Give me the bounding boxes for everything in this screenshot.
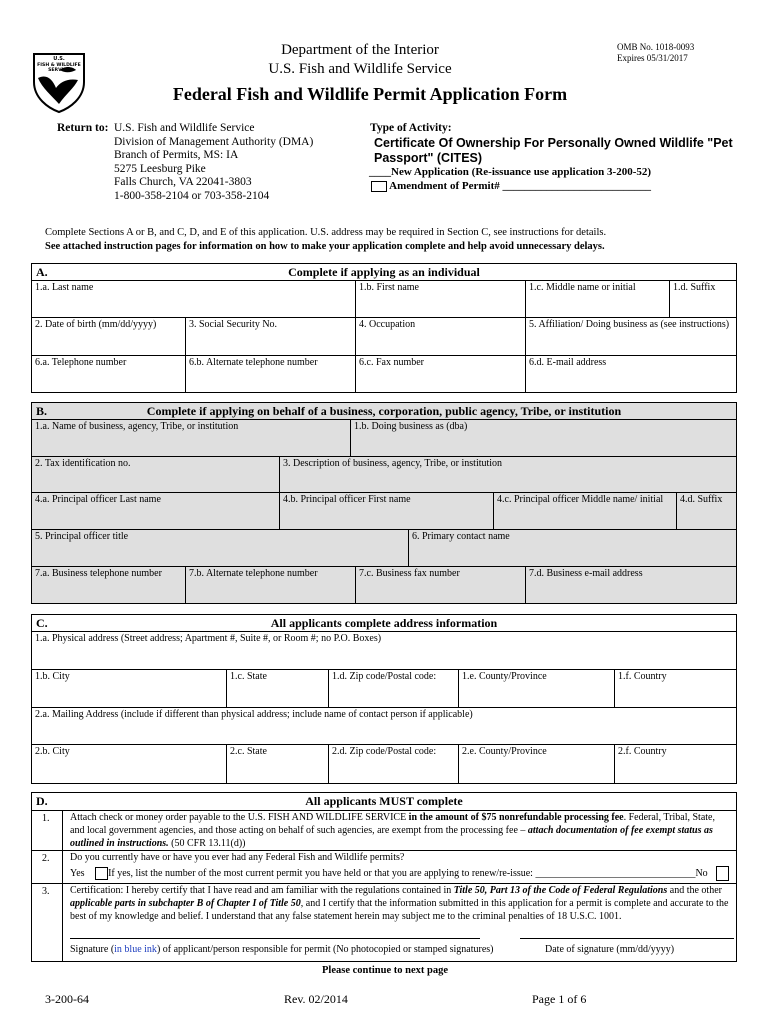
mailing-zip-field[interactable]: 2.d. Zip code/Postal code: (328, 745, 458, 783)
department-name: Department of the Interior (281, 42, 439, 58)
officer-suffix-field[interactable]: 4.d. Suffix (676, 493, 736, 529)
telephone-field[interactable]: 6.a. Telephone number (35, 357, 127, 368)
signature-text: Signature ( (70, 944, 115, 955)
expiration-date: Expires 05/31/2017 (617, 53, 688, 63)
section-letter: D. (36, 794, 48, 808)
certification-text: and the other (667, 885, 722, 896)
revision-date: Rev. 02/2014 (284, 992, 348, 1006)
svg-text:FISH & WILDLIFE: FISH & WILDLIFE (37, 63, 81, 68)
section-d-header (32, 793, 736, 811)
address-line: U.S. Fish and Wildlife Service (114, 122, 255, 134)
business-email-field[interactable]: 7.d. Business e-mail address (525, 567, 736, 603)
date-of-birth-field[interactable]: 2. Date of birth (mm/dd/yyyy) (35, 319, 157, 330)
section-letter: A. (36, 265, 48, 279)
mailing-state-field[interactable]: 2.c. State (226, 745, 328, 783)
mailing-county-field[interactable]: 2.e. County/Province (458, 745, 614, 783)
fee-exempt-emphasis: attach documentation of fee exempt status as (527, 825, 713, 836)
form-row (32, 419, 736, 456)
fee-text: . Federal, Tribal, State, (623, 812, 715, 823)
form-row (32, 492, 736, 529)
no-label: No (695, 867, 708, 879)
form-row (32, 529, 736, 566)
affiliation-field[interactable]: 5. Affiliation/ Doing business as (see instructions) (525, 318, 736, 355)
section-a-header (32, 264, 736, 280)
form-row (32, 280, 736, 317)
section-a (31, 263, 737, 393)
form-title: Federal Fish and Wildlife Permit Application Form (172, 84, 568, 104)
regulation-reference: applicable parts in subchapter B of Chapter I of Title 50 (70, 898, 301, 909)
certification-text: Certification: I hereby certify that I have read and am familiar with the regulations contained in (70, 885, 454, 896)
address-line: 1-800-358-2104 or 703-358-2104 (114, 189, 270, 202)
signature-text: ) of applicant/person responsible for permit (No photocopied or stamped signatures) (156, 944, 494, 955)
signature-line[interactable] (70, 938, 480, 939)
primary-contact-field[interactable]: 6. Primary contact name (408, 530, 736, 566)
yes-checkbox[interactable] (95, 867, 108, 880)
section-letter: C. (36, 616, 48, 630)
form-row (32, 566, 736, 603)
fee-amount: in the amount of $75 nonrefundable processing fee (408, 812, 624, 823)
permit-number-prompt[interactable]: If yes, list the number of the most current permit you have held or that you are applying to renew/re-issue: ________________________________ (108, 867, 696, 879)
signature-date-label: Date of signature (mm/dd/yyyy) (545, 944, 675, 955)
fee-exempt-emphasis: outlined in instructions. (70, 838, 169, 849)
page-number: Page 1 of 6 (532, 992, 587, 1006)
form-row (32, 355, 736, 392)
regulation-reference: Title 50, Part 13 of the Code of Federal Regulations (453, 885, 668, 896)
fee-exempt-text: and local government agencies, and those acting on behalf of such agencies, are exempt from the processing fee – (70, 825, 528, 836)
occupation-field[interactable]: 4. Occupation (355, 318, 525, 355)
address-line: 5275 Leesburg Pike (114, 162, 206, 175)
section-letter: B. (36, 404, 48, 418)
first-name-field[interactable]: 1.b. First name (355, 281, 525, 317)
business-name-field[interactable]: 1.a. Name of business, agency, Tribe, or institution (35, 421, 239, 432)
signature-label (70, 943, 494, 956)
dba-field[interactable]: 1.b. Doing business as (dba) (350, 420, 736, 456)
item-3-number: 3. (42, 886, 50, 897)
activity-label: Type of Activity: (370, 122, 452, 134)
form-row (32, 744, 736, 783)
email-field[interactable]: 6.d. E-mail address (525, 356, 736, 392)
form-row (32, 456, 736, 492)
yes-label: Yes (70, 867, 85, 879)
mailing-address-field[interactable]: 2.a. Mailing Address (include if different than physical address; include name of contact person if applicable) (35, 709, 473, 720)
certification-text: best of my knowledge and belief. I understand that any false statement herein may subject me to the criminal penalties of 18 U.S.C. 1001. (70, 911, 622, 922)
item-2-question: Do you currently have or have you ever had any Federal Fish and Wildlife permits? (70, 852, 405, 863)
suffix-field[interactable]: 1.d. Suffix (669, 281, 736, 317)
item-1-text (70, 811, 734, 850)
agency-logo (30, 48, 88, 114)
form-row (32, 631, 736, 669)
amendment-checkbox[interactable] (371, 181, 387, 192)
mailing-city-field[interactable]: 2.b. City (35, 746, 70, 757)
officer-middle-name-field[interactable]: 4.c. Principal officer Middle name/ initial (493, 493, 676, 529)
officer-last-name-field[interactable]: 4.a. Principal officer Last name (35, 494, 161, 505)
form-number: 3-200-64 (45, 992, 89, 1006)
section-title: Complete if applying as an individual (288, 265, 480, 279)
form-row (32, 707, 736, 744)
business-description-field[interactable]: 3. Description of business, agency, Tribe, or institution (279, 457, 736, 492)
officer-first-name-field[interactable]: 4.b. Principal officer First name (279, 493, 493, 529)
service-name: U.S. Fish and Wildlife Service (268, 61, 452, 77)
form-row (32, 317, 736, 355)
return-to-address (114, 122, 313, 204)
amendment-option[interactable] (371, 180, 651, 192)
alt-telephone-field[interactable]: 6.b. Alternate telephone number (185, 356, 355, 392)
country-field[interactable]: 1.f. Country (614, 670, 736, 707)
cfr-reference: (50 CFR 13.11(d)) (168, 838, 246, 849)
mailing-country-field[interactable]: 2.f. Country (614, 745, 736, 783)
svg-text:U.S.: U.S. (53, 56, 65, 62)
section-title: All applicants complete address information (270, 616, 498, 630)
section-b-header (32, 403, 736, 419)
business-alt-telephone-field[interactable]: 7.b. Alternate telephone number (185, 567, 355, 603)
signature-date-line[interactable] (520, 938, 734, 939)
item-3-certification (70, 884, 734, 923)
section-d-number-column-divider (62, 810, 63, 961)
address-line: Branch of Permits, MS: IA (114, 149, 239, 162)
physical-address-field[interactable]: 1.a. Physical address (Street address; Apartment #, Suite #, or Room #; no P.O. Boxes) (35, 633, 382, 644)
new-application-option[interactable]: ____New Application (Re-issuance use application 3-200-52) (369, 166, 652, 178)
officer-title-field[interactable]: 5. Principal officer title (35, 531, 129, 542)
svg-text:SERVICE: SERVICE (48, 68, 70, 73)
instructions-line1: Complete Sections A or B, and C, D, and E of this application. U.S. address may be required in Section C, see instructions for details. (45, 227, 607, 238)
return-to-label: Return to: (57, 122, 109, 134)
middle-name-field[interactable]: 1.c. Middle name or initial (525, 281, 669, 317)
activity-title-line1: Certificate Of Ownership For Personally Owned Wildlife "Pet (374, 136, 733, 150)
omb-number: OMB No. 1018-0093 (617, 42, 695, 52)
state-field[interactable]: 1.c. State (226, 670, 328, 707)
zip-field[interactable]: 1.d. Zip code/Postal code: (328, 670, 458, 707)
address-line: Falls Church, VA 22041-3803 (114, 176, 252, 189)
certification-text: , and I certify that the information submitted in this application for a permit is complete and accurate to the (300, 898, 729, 909)
item-2-number: 2. (42, 853, 50, 864)
tax-id-field[interactable]: 2. Tax identification no. (35, 458, 131, 469)
ssn-field[interactable]: 3. Social Security No. (185, 318, 355, 355)
section-c (31, 614, 737, 784)
fax-field[interactable]: 6.c. Fax number (355, 356, 525, 392)
section-c-header (32, 615, 736, 631)
continue-note: Please continue to next page (322, 965, 448, 976)
amendment-label: Amendment of Permit# ___________________________ (389, 180, 651, 192)
section-d (31, 792, 737, 962)
section-title: Complete if applying on behalf of a business, corporation, public agency, Tribe, or institution (146, 404, 622, 418)
city-field[interactable]: 1.b. City (35, 671, 70, 682)
section-b (31, 402, 737, 604)
item-2-answer-row (70, 866, 734, 881)
fee-text: Attach check or money order payable to the U.S. FISH AND WILDLIFE SERVICE (70, 812, 409, 823)
business-fax-field[interactable]: 7.c. Business fax number (355, 567, 525, 603)
address-line: Division of Management Authority (DMA) (114, 135, 314, 148)
activity-title-line2: Passport" (CITES) (374, 151, 483, 165)
business-telephone-field[interactable]: 7.a. Business telephone number (35, 568, 162, 579)
county-field[interactable]: 1.e. County/Province (458, 670, 614, 707)
section-title: All applicants MUST complete (305, 794, 463, 808)
blue-ink-note: in blue ink (114, 944, 157, 955)
item-1-number: 1. (42, 813, 50, 824)
form-row (32, 669, 736, 707)
instructions-line2: See attached instruction pages for information on how to make your application complete and help avoid unnecessary delays. (45, 241, 605, 252)
last-name-field[interactable]: 1.a. Last name (35, 282, 94, 293)
no-checkbox[interactable] (716, 866, 729, 881)
